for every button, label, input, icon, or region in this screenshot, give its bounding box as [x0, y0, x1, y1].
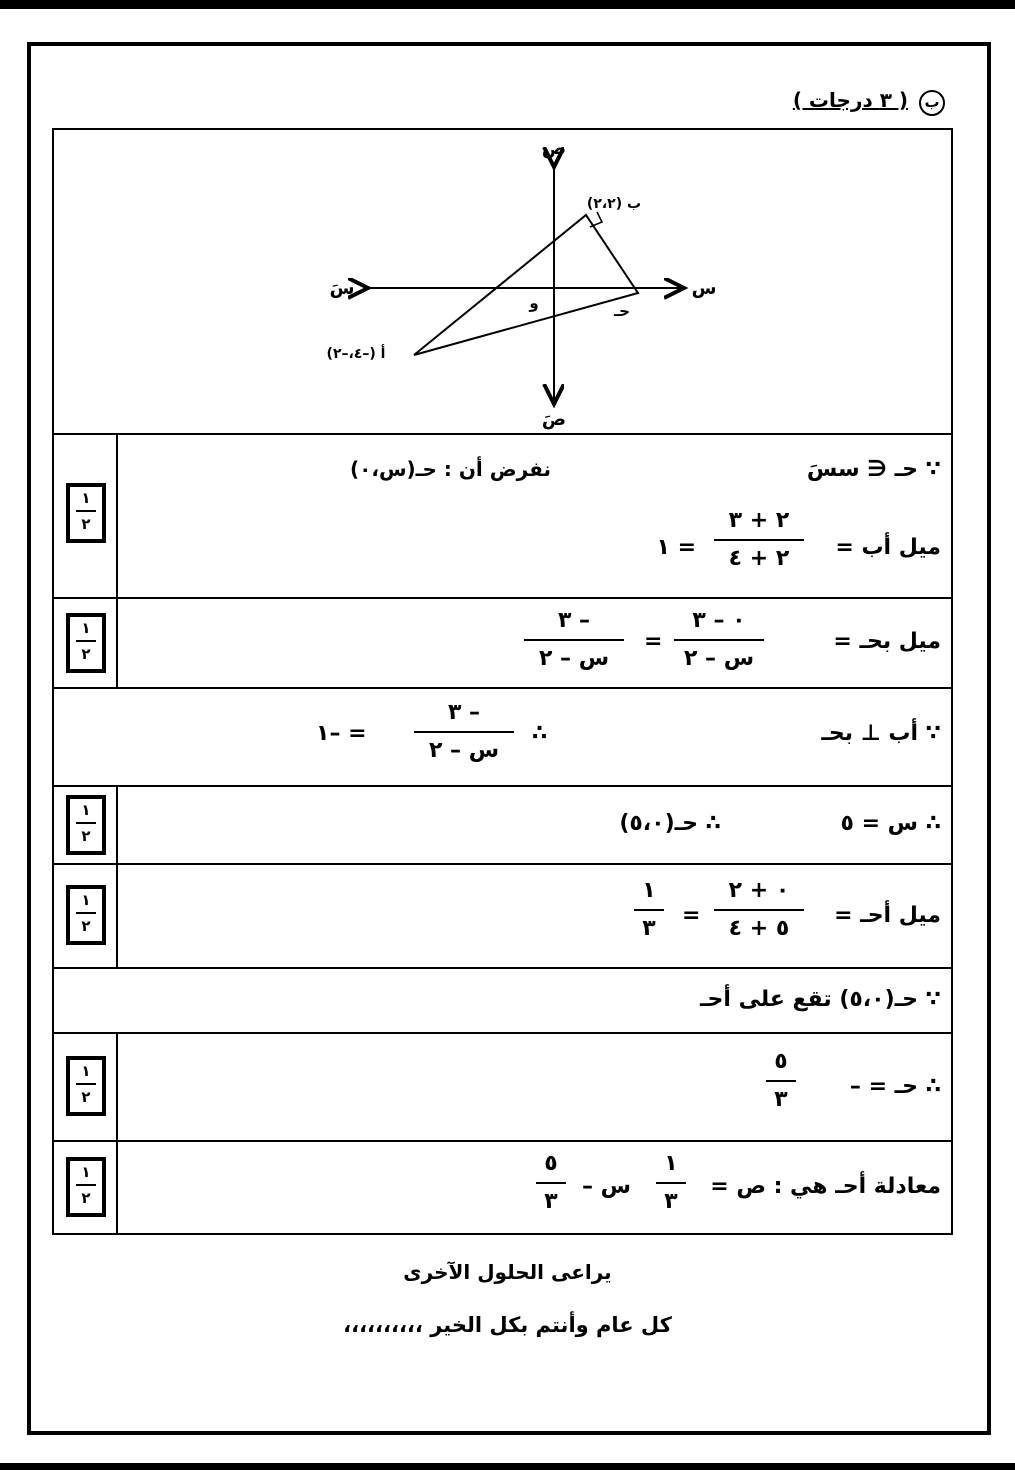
intercept-label: ∴ حـ = –: [849, 1074, 941, 1099]
mark-box: ١ ٢: [66, 795, 106, 855]
solution-table: [52, 128, 953, 1235]
point-c-label: حـ: [614, 302, 630, 320]
equation-fraction-1: ١ ٣: [656, 1150, 686, 1216]
point-c-result: ∴ حـ(٥،٠): [619, 811, 721, 836]
assume-statement: نفرض أن : حـ(س،٠): [349, 457, 551, 481]
top-border: [0, 0, 1015, 9]
step-row-7: [54, 1032, 951, 1140]
x-value-result: ∴ س = ٥: [840, 811, 941, 836]
intercept-fraction: ٥ ٣: [766, 1048, 796, 1114]
slope-ac-label: ميل أحـ =: [834, 903, 941, 928]
mark-cell: [54, 787, 118, 863]
slope-bc-fraction-2: – ٣ س – ٢: [524, 607, 624, 673]
slope-bc-fraction-1: ٠ – ٣ س – ٢: [674, 607, 764, 673]
step-row-5: [54, 863, 951, 967]
mark-box: ١ ٢: [66, 613, 106, 673]
question-header: [793, 88, 945, 116]
step-row-3: [54, 687, 951, 785]
equation-fraction-2: ٥ ٣: [536, 1150, 566, 1216]
point-a-label: أ (–٤،–٢): [326, 346, 386, 362]
therefore-symbol: ∴: [532, 721, 548, 746]
slope-bc-label: ميل بحـ =: [833, 629, 941, 654]
mark-cell: [54, 1142, 118, 1233]
slope-ab-fraction: ٢ + ٣ ٢ + ٤: [714, 507, 804, 573]
origin-label: و: [529, 294, 539, 312]
mark-cell: [54, 1034, 118, 1140]
footer-note: يراعى الحلول الآخرى: [403, 1260, 612, 1284]
point-b-label: (٢،٢) ب: [586, 196, 642, 212]
bottom-border: [0, 1463, 1015, 1470]
triangle: [414, 215, 638, 355]
mark-box: ١ ٢: [66, 1157, 106, 1217]
x-neg-label: سَ: [329, 278, 355, 299]
figure-cell: [54, 130, 951, 433]
mark-box: ١ ٢: [66, 885, 106, 945]
equals-sign: =: [682, 903, 701, 928]
question-marks: ( ٣ درجات ): [792, 88, 909, 112]
point-on-line-statement: ∵ حـ(٥،٠) تقع على أحـ: [700, 987, 941, 1012]
y-neg-label: صَ: [541, 409, 567, 430]
step-row-2: [54, 597, 951, 687]
equation-middle: س –: [582, 1174, 632, 1199]
slope-ab-label: ميل أب =: [835, 535, 941, 560]
slope-ac-fraction-2: ١ ٣: [634, 877, 664, 943]
step-row-1: [54, 433, 951, 597]
y-pos-label: ص: [541, 138, 567, 159]
coordinate-figure: [54, 130, 947, 433]
step-row-6: [54, 967, 951, 1032]
line-equation-label: معادلة أحـ هي : ص =: [710, 1174, 941, 1199]
equals-sign: =: [644, 629, 663, 654]
perp-fraction: – ٣ س – ٢: [414, 699, 514, 765]
mark-cell: [54, 435, 118, 597]
x-pos-label: س: [691, 278, 717, 299]
step-row-4: [54, 785, 951, 863]
step-row-8: [54, 1140, 951, 1233]
perpendicular-statement: ∵ أب ⊥ بحـ: [821, 721, 941, 746]
mark-box: ١ ٢: [66, 483, 106, 543]
given-statement: ∵ حـ ∈ سسَ: [806, 457, 941, 482]
perp-result: = –١: [316, 721, 367, 746]
mark-cell: [54, 599, 118, 687]
mark-cell: [54, 865, 118, 967]
slope-ab-result: = ١: [656, 535, 696, 560]
question-letter: ب: [919, 90, 945, 116]
slope-ac-fraction-1: ٠ + ٢ ٥ + ٤: [714, 877, 804, 943]
mark-box: ١ ٢: [66, 1056, 106, 1116]
footer-greeting: كل عام وأنتم بكل الخير ،،،،،،،،،،: [343, 1313, 672, 1337]
